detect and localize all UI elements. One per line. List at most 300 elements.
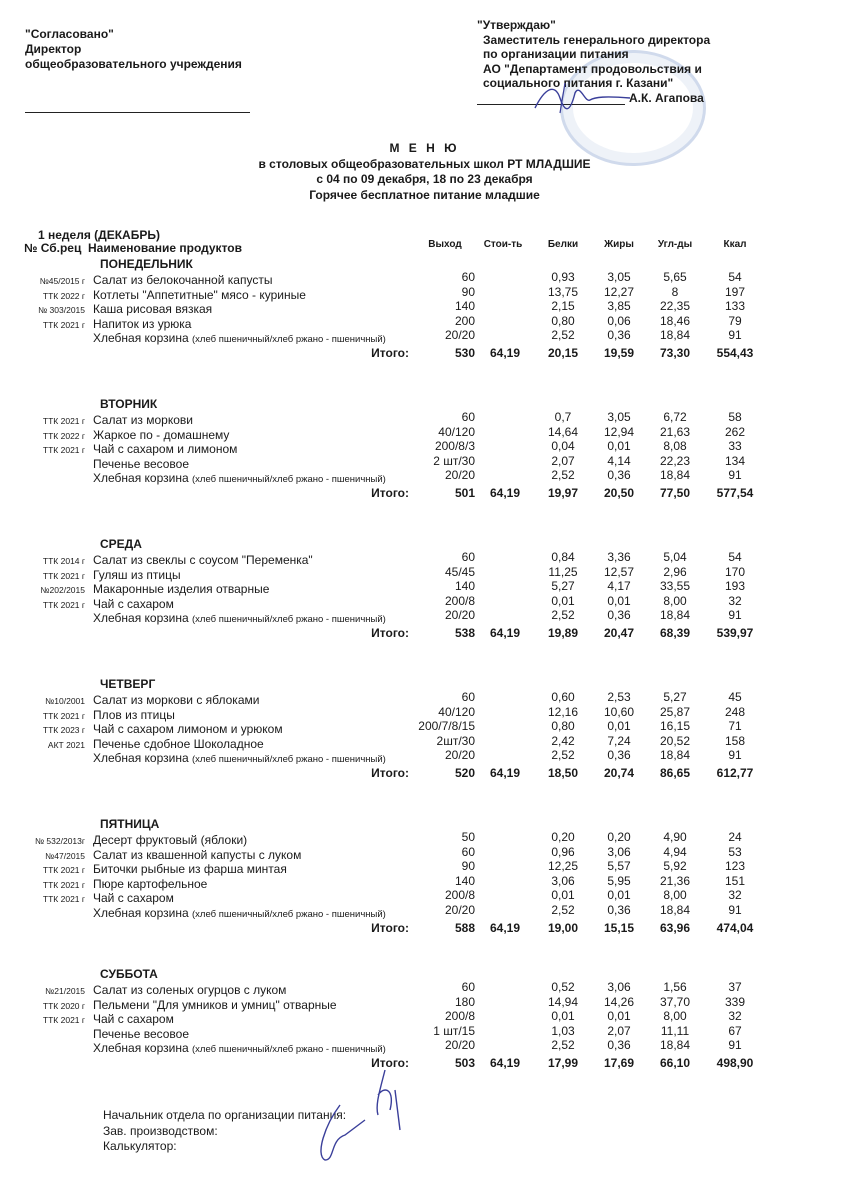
carbs: 18,84	[659, 903, 691, 917]
total-row	[0, 921, 849, 935]
total-kcal: 554,43	[716, 346, 754, 360]
dish-name: Печенье весовое	[93, 456, 190, 471]
total-cost: 64,19	[489, 486, 521, 500]
dish-name: Хлебная корзина (хлеб пшеничный/хлеб ржано - пшеничный)	[93, 1041, 386, 1056]
carbs: 4,90	[663, 830, 687, 844]
recipe-code: ТТК 2021 г	[42, 865, 85, 876]
total-carbs: 86,65	[659, 766, 691, 780]
approval-left	[25, 27, 242, 72]
output: 180	[454, 994, 475, 1009]
signature-line	[25, 112, 250, 113]
total-kcal: 539,97	[716, 626, 754, 640]
bread-note: (хлеб пшеничный/хлеб ржано - пшеничный)	[192, 614, 386, 626]
approval-right-line4: социального питания г. Казани"	[483, 76, 674, 90]
fat: 0,36	[607, 903, 631, 917]
dish-name: Хлебная корзина (хлеб пшеничный/хлеб ржано - пшеничный)	[93, 471, 386, 486]
kcal: 54	[728, 550, 742, 564]
kcal: 91	[728, 328, 742, 343]
kcal: 91	[728, 903, 742, 917]
recipe-code: ТТК 2021 г	[42, 599, 85, 610]
carbs: 18,84	[659, 608, 691, 623]
fat: 4,17	[607, 579, 631, 594]
total-row	[0, 346, 849, 360]
kcal: 67	[728, 1023, 742, 1038]
total-row	[0, 486, 849, 500]
kcal: 91	[728, 608, 742, 623]
total-kcal: 577,54	[716, 486, 754, 500]
total-label: Итого:	[371, 346, 409, 360]
total-kcal: 474,04	[716, 920, 754, 935]
dish-name: Напиток из урюка	[93, 316, 192, 331]
kcal: 53	[728, 844, 742, 859]
protein: 2,52	[551, 328, 575, 343]
kcal: 339	[724, 994, 746, 1009]
carbs: 18,84	[659, 328, 691, 343]
output: 45/45	[444, 564, 475, 579]
total-protein: 19,97	[547, 486, 579, 500]
output: 60	[461, 690, 475, 704]
dish-name: Десерт фруктовый (яблоки)	[93, 833, 248, 847]
kcal: 262	[724, 424, 746, 439]
fat: 0,06	[607, 313, 631, 328]
dish-name: Чай с сахаром лимоном и урюком	[93, 722, 283, 737]
kcal: 32	[728, 593, 742, 608]
carbs: 8,00	[663, 888, 687, 903]
fat: 0,01	[607, 1009, 631, 1024]
day-title: ПОНЕДЕЛЬНИК	[100, 257, 193, 271]
footer-line2: Зав. производством:	[103, 1123, 218, 1138]
kcal: 32	[728, 888, 742, 903]
protein: 5,27	[551, 579, 575, 594]
dish-name: Печенье весовое	[93, 1026, 190, 1041]
total-output: 501	[454, 486, 475, 500]
fat: 0,36	[607, 748, 631, 763]
kcal: 58	[728, 410, 742, 424]
protein: 2,42	[551, 733, 575, 748]
carbs: 18,84	[659, 748, 691, 763]
protein: 0,84	[551, 550, 575, 564]
total-cost: 64,19	[489, 920, 521, 935]
total-protein: 18,50	[547, 766, 579, 780]
output: 90	[461, 284, 475, 299]
fat: 0,01	[607, 593, 631, 608]
output: 60	[461, 270, 475, 284]
kcal: 133	[724, 299, 746, 314]
fat: 4,14	[607, 453, 631, 468]
recipe-code: ТТК 2021 г	[42, 319, 85, 330]
kcal: 33	[728, 439, 742, 454]
total-carbs: 73,30	[659, 346, 691, 360]
fat: 12,27	[603, 284, 635, 299]
protein: 1,03	[551, 1023, 575, 1038]
recipe-code: №10/2001	[45, 696, 85, 706]
carbs: 18,84	[659, 468, 691, 483]
output: 20/20	[444, 1038, 475, 1053]
dish-name: Салат из моркови с яблоками	[93, 693, 260, 707]
bread-note: (хлеб пшеничный/хлеб ржано - пшеничный)	[192, 754, 386, 766]
dish-name: Хлебная корзина (хлеб пшеничный/хлеб ржано - пшеничный)	[93, 611, 386, 626]
dish-name: Котлеты "Аппетитные" мясо - куриные	[93, 287, 306, 302]
menu-heading: М Е Н Ю	[389, 141, 460, 155]
output: 200	[454, 313, 475, 328]
protein: 0,7	[554, 410, 572, 424]
total-output: 503	[454, 1056, 475, 1070]
signature-icon	[300, 1060, 410, 1170]
approval-right-line3: АО "Департамент продовольствия и	[483, 61, 702, 76]
dish-name: Салат из свеклы с соусом "Переменка"	[93, 553, 313, 567]
col-header-code: № Сб.рец	[24, 241, 82, 255]
menu-item-row	[0, 468, 849, 486]
protein: 0,80	[551, 313, 575, 328]
kcal: 91	[728, 1038, 742, 1053]
output: 60	[461, 980, 475, 994]
col-header-protein: Белки	[547, 239, 579, 250]
output: 60	[461, 844, 475, 859]
protein: 11,25	[548, 564, 578, 579]
approval-right-signer: А.К. Агапова	[629, 90, 704, 105]
output: 200/8/3	[434, 439, 475, 454]
recipe-code: ТТК 2014 г	[42, 556, 85, 566]
fat: 3,36	[607, 550, 631, 564]
dish-name: Салат из белокочанной капусты	[93, 273, 273, 287]
fat: 5,95	[607, 873, 631, 888]
total-label: Итого:	[371, 626, 409, 640]
week-label: 1 неделя (ДЕКАБРЬ)	[38, 228, 160, 242]
recipe-code: ТТК 2023 г	[42, 725, 85, 736]
menu-item-row	[0, 903, 849, 920]
menu-type: Горячее бесплатное питание младшие	[309, 187, 540, 202]
total-fat: 15,15	[603, 920, 635, 935]
total-fat: 17,69	[603, 1056, 635, 1070]
dish-name: Чай с сахаром и лимоном	[93, 442, 238, 457]
total-carbs: 66,10	[659, 1056, 691, 1070]
fat: 0,20	[607, 830, 631, 844]
kcal: 91	[728, 468, 742, 483]
dish-name: Пюре картофельное	[93, 876, 208, 891]
recipe-code: №21/2015	[45, 986, 85, 996]
fat: 0,36	[607, 608, 631, 623]
total-fat: 20,74	[603, 766, 635, 780]
protein: 0,04	[551, 439, 575, 454]
carbs: 4,94	[663, 844, 687, 859]
dish-name: Биточки рыбные из фарша минтая	[93, 862, 287, 877]
total-label: Итого:	[371, 920, 409, 935]
kcal: 79	[728, 313, 742, 328]
recipe-code: ТТК 2022 г	[42, 290, 85, 301]
output: 200/8	[444, 593, 475, 608]
carbs: 18,84	[659, 1038, 691, 1053]
recipe-code: №45/2015 г	[39, 276, 85, 286]
fat: 0,36	[607, 468, 631, 483]
fat: 3,85	[607, 299, 631, 314]
output: 140	[454, 579, 475, 594]
dish-name: Плов из птицы	[93, 707, 175, 722]
kcal: 54	[728, 270, 742, 284]
dish-name: Пельмени "Для умников и умниц" отварные	[93, 997, 337, 1012]
carbs: 18,46	[659, 313, 691, 328]
dish-name: Хлебная корзина (хлеб пшеничный/хлеб ржано - пшеничный)	[93, 751, 386, 766]
recipe-code: ТТК 2021 г	[42, 1015, 85, 1026]
output: 40/120	[438, 704, 475, 719]
carbs: 33,55	[659, 579, 691, 594]
kcal: 197	[724, 284, 746, 299]
total-output: 530	[454, 346, 475, 360]
menu-item-row	[0, 608, 849, 626]
carbs: 20,52	[659, 733, 691, 748]
day-title: ПЯТНИЦА	[100, 817, 160, 831]
carbs: 21,63	[659, 424, 691, 439]
day-title: ВТОРНИК	[100, 397, 158, 411]
output: 20/20	[444, 328, 475, 343]
col-header-fat: Жиры	[604, 239, 634, 250]
approval-right-title: "Утверждаю"	[477, 18, 556, 32]
protein: 0,52	[551, 980, 575, 994]
footer-line3: Калькулятор:	[103, 1139, 177, 1153]
approval-left-title: "Согласовано"	[25, 27, 114, 41]
fat: 14,26	[603, 994, 635, 1009]
recipe-code: №47/2015	[45, 850, 85, 861]
fat: 3,06	[607, 980, 631, 994]
total-protein: 19,89	[547, 626, 579, 640]
total-carbs: 77,50	[659, 486, 691, 500]
output: 60	[461, 550, 475, 564]
day-title: СРЕДА	[100, 537, 142, 551]
protein: 0,20	[551, 830, 575, 844]
carbs: 8,08	[663, 439, 687, 454]
dish-name: Гуляш из птицы	[93, 567, 181, 582]
output: 90	[461, 859, 475, 874]
total-label: Итого:	[371, 486, 409, 500]
protein: 2,52	[551, 468, 575, 483]
approval-right-line2: по организации питания	[483, 47, 629, 61]
recipe-code: № 532/2013г	[34, 836, 85, 846]
carbs: 11,11	[660, 1023, 690, 1038]
output: 20/20	[444, 608, 475, 623]
kcal: 32	[728, 1009, 742, 1024]
total-fat: 19,59	[603, 346, 635, 360]
total-fat: 20,50	[603, 486, 635, 500]
total-row	[0, 626, 849, 640]
protein: 14,94	[547, 994, 579, 1009]
protein: 0,01	[551, 593, 575, 608]
approval-right-line1: Заместитель генерального директора	[483, 32, 711, 47]
total-cost: 64,19	[489, 346, 521, 360]
menu-subtitle: в столовых общеобразовательных школ РТ МЛАДШИЕ	[258, 156, 591, 171]
carbs: 8,00	[663, 593, 687, 608]
carbs: 16,15	[659, 719, 691, 734]
dish-name: Салат из квашенной капусты с луком	[93, 847, 302, 862]
kcal: 151	[724, 873, 746, 888]
menu-item-row	[0, 1038, 849, 1056]
carbs: 21,36	[659, 873, 691, 888]
dish-name: Чай с сахаром	[93, 1012, 174, 1027]
fat: 0,01	[607, 439, 631, 454]
fat: 10,60	[603, 704, 635, 719]
footer-line1: Начальник отдела по организации питания:	[103, 1108, 347, 1122]
output: 200/8	[444, 1009, 475, 1024]
col-header-output: Выход	[428, 239, 462, 250]
day-title: СУББОТА	[100, 967, 158, 981]
carbs: 6,72	[663, 410, 687, 424]
menu-item-row	[0, 328, 849, 346]
output: 140	[454, 873, 475, 888]
fat: 2,07	[607, 1023, 631, 1038]
dish-name: Печенье сдобное Шоколадное	[93, 736, 264, 751]
recipe-code: ТТК 2020 г	[42, 1000, 85, 1011]
approval-left-line2: общеобразовательного учреждения	[25, 57, 242, 71]
dish-name: Каша рисовая вязкая	[93, 302, 213, 317]
total-output: 520	[454, 766, 475, 780]
carbs: 37,70	[659, 994, 691, 1009]
total-cost: 64,19	[489, 626, 521, 640]
dish-name: Салат из соленых огурцов с луком	[93, 983, 287, 997]
total-protein: 20,15	[547, 346, 579, 360]
total-row	[0, 766, 849, 780]
menu-item-row	[0, 748, 849, 766]
total-label: Итого:	[371, 1056, 409, 1070]
recipe-code: ТТК 2021 г	[42, 445, 85, 456]
total-label: Итого:	[371, 766, 409, 780]
kcal: 248	[724, 704, 746, 719]
protein: 2,07	[551, 453, 575, 468]
protein: 13,75	[547, 284, 579, 299]
recipe-code: ТТК 2021 г	[42, 416, 85, 426]
fat: 5,57	[607, 859, 631, 874]
carbs: 22,35	[659, 299, 691, 314]
protein: 0,01	[551, 888, 575, 903]
output: 200/8	[444, 888, 475, 903]
protein: 12,25	[547, 859, 579, 874]
total-carbs: 68,39	[659, 626, 691, 640]
kcal: 158	[724, 733, 746, 748]
total-output: 588	[454, 920, 475, 935]
dish-name: Чай с сахаром	[93, 891, 174, 906]
total-output: 538	[454, 626, 475, 640]
dish-name: Хлебная корзина (хлеб пшеничный/хлеб ржано - пшеничный)	[93, 906, 386, 920]
total-kcal: 612,77	[716, 766, 754, 780]
recipe-code: ТТК 2021 г	[42, 894, 85, 905]
bread-note: (хлеб пшеничный/хлеб ржано - пшеничный)	[192, 334, 386, 346]
fat: 12,94	[603, 424, 635, 439]
fat: 3,06	[607, 844, 631, 859]
output: 50	[461, 830, 475, 844]
col-header-cost: Стои-ть	[483, 239, 523, 250]
output: 2 шт/30	[433, 453, 475, 468]
carbs: 8	[671, 284, 679, 299]
fat: 2,53	[607, 690, 631, 704]
protein: 0,80	[551, 719, 575, 734]
protein: 12,16	[547, 704, 579, 719]
kcal: 45	[728, 690, 742, 704]
recipe-code: № 303/2015	[38, 305, 85, 316]
fat: 3,05	[607, 270, 631, 284]
carbs: 2,96	[663, 564, 687, 579]
bread-note: (хлеб пшеничный/хлеб ржано - пшеничный)	[192, 474, 386, 486]
recipe-code: ТТК 2021 г	[42, 570, 85, 581]
output: 20/20	[444, 468, 475, 483]
output: 40/120	[438, 424, 475, 439]
bread-note: (хлеб пшеничный/хлеб ржано - пшеничный)	[192, 909, 386, 920]
menu-dates: с 04 по 09 декабря, 18 по 23 декабря	[316, 172, 533, 186]
dish-name: Жаркое по - домашнему	[93, 427, 230, 442]
protein: 2,52	[551, 748, 575, 763]
protein: 0,60	[551, 690, 575, 704]
fat: 3,05	[607, 410, 631, 424]
day-title: ЧЕТВЕРГ	[100, 677, 156, 691]
fat: 0,36	[607, 1038, 631, 1053]
total-fat: 20,47	[603, 626, 635, 640]
dish-name: Чай с сахаром	[93, 596, 174, 611]
total-cost: 64,19	[489, 766, 521, 780]
total-protein: 17,99	[547, 1056, 579, 1070]
bread-note: (хлеб пшеничный/хлеб ржано - пшеничный)	[192, 1044, 386, 1056]
dish-name: Макаронные изделия отварные	[93, 582, 270, 597]
carbs: 1,56	[663, 980, 687, 994]
total-row	[0, 1056, 849, 1070]
fat: 0,01	[607, 888, 631, 903]
dish-name: Хлебная корзина (хлеб пшеничный/хлеб ржано - пшеничный)	[93, 331, 386, 346]
fat: 12,57	[603, 564, 635, 579]
protein: 2,52	[551, 903, 575, 917]
signature-icon	[530, 78, 640, 118]
kcal: 193	[724, 579, 746, 594]
col-header-carbs: Угл-ды	[657, 239, 693, 250]
kcal: 24	[728, 830, 742, 844]
fat: 0,01	[607, 719, 631, 734]
protein: 2,52	[551, 608, 575, 623]
kcal: 170	[724, 564, 746, 579]
kcal: 37	[728, 980, 742, 994]
recipe-code: ТТК 2022 г	[42, 430, 85, 441]
total-kcal: 498,90	[716, 1056, 754, 1070]
output: 140	[454, 299, 475, 314]
carbs: 5,65	[663, 270, 687, 284]
approval-left-line1: Директор	[25, 42, 82, 56]
total-carbs: 63,96	[659, 920, 691, 935]
output: 20/20	[444, 903, 475, 917]
output: 2шт/30	[436, 733, 475, 748]
carbs: 22,23	[659, 453, 691, 468]
carbs: 5,27	[663, 690, 687, 704]
kcal: 91	[728, 748, 742, 763]
total-protein: 19,00	[547, 920, 579, 935]
output: 1 шт/15	[433, 1023, 475, 1038]
protein: 0,96	[551, 844, 575, 859]
recipe-code: ТТК 2021 г	[42, 710, 85, 721]
carbs: 5,92	[663, 859, 687, 874]
protein: 0,01	[551, 1009, 575, 1024]
recipe-code: №202/2015	[40, 585, 85, 596]
protein: 2,52	[551, 1038, 575, 1053]
kcal: 134	[724, 453, 746, 468]
output: 20/20	[444, 748, 475, 763]
total-cost: 64,19	[489, 1056, 521, 1070]
recipe-code: АКТ 2021	[47, 739, 85, 750]
protein: 3,06	[551, 873, 575, 888]
dish-name: Салат из моркови	[93, 413, 193, 427]
protein: 0,93	[551, 270, 575, 284]
recipe-code: ТТК 2021 г	[42, 879, 85, 890]
output: 60	[461, 410, 475, 424]
document-title	[0, 141, 849, 203]
carbs: 25,87	[659, 704, 691, 719]
kcal: 123	[724, 859, 746, 874]
protein: 2,15	[551, 299, 575, 314]
kcal: 71	[728, 719, 742, 734]
col-header-kcal: Ккал	[723, 239, 747, 250]
protein: 14,64	[547, 424, 579, 439]
fat: 7,24	[607, 733, 631, 748]
